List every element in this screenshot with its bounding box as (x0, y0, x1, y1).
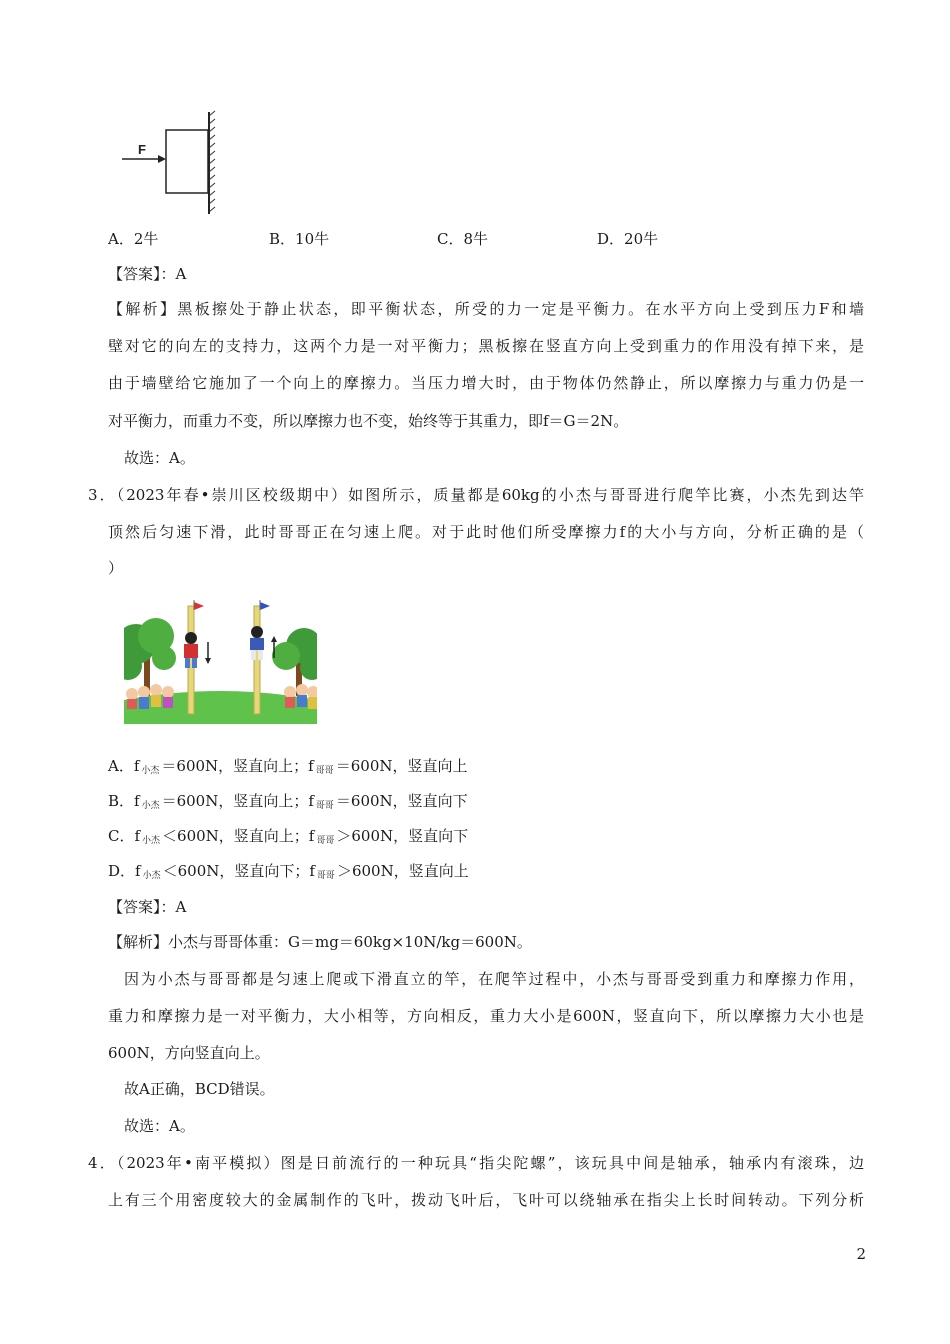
q3-analysis-line-2: 因为小杰与哥哥都是匀速上爬或下滑直立的竿，在爬竿过程中，小杰与哥哥受到重力和摩擦力作用， (124, 970, 864, 988)
q2-option-c: C．8牛 (437, 230, 489, 248)
q3-stem-line-3: ） (108, 559, 124, 577)
q2-answer: 【答案】：A (108, 265, 187, 283)
q2-choice: 故选：A。 (124, 449, 195, 467)
block-wall-figure (118, 108, 228, 218)
q3-analysis-line-1: 【解析】小杰与哥哥体重：G＝mg＝60kg×10N/kg＝600N。 (108, 933, 532, 951)
q3-analysis-line-6: 故选：A。 (124, 1117, 195, 1135)
q3-analysis-line-5: 故A正确，BCD错误。 (124, 1080, 275, 1098)
q4-stem-line-1: 4．（2023年•南平模拟）图是日前流行的一种玩具“指尖陀螺”，该玩具中间是轴承，轴承内有滚珠，边 (88, 1154, 864, 1172)
q2-analysis-line-2: 壁对它的向左的支持力，这两个力是一对平衡力；黑板擦在竖直方向上受到重力的作用没有掉下来，是 (108, 337, 864, 355)
q3-option-a: A．f $_{小杰}$ ＝600N，竖直向上；f $_{哥哥}$ ＝600N，竖直向上 (108, 757, 468, 776)
q3-option-d: D．f $_{小杰}$ ＜600N，竖直向下；f $_{哥哥}$ ＞600N，竖直向上 (108, 862, 469, 881)
q2-options (108, 228, 808, 250)
q2-option-b: B．10牛 (269, 230, 330, 248)
pole-climbing-figure (124, 596, 317, 724)
q2-option-d: D．20牛 (597, 230, 659, 248)
q3-option-c: C．f $_{小杰}$ ＜600N，竖直向上；f $_{哥哥}$ ＞600N，竖直向下 (108, 827, 469, 846)
q2-analysis-line-3: 由于墙壁给它施加了一个向上的摩擦力。当压力增大时，由于物体仍然静止，所以摩擦力与重力仍是一 (108, 374, 864, 392)
q3-analysis-line-3: 重力和摩擦力是一对平衡力，大小相等，方向相反，重力大小是600N，竖直向下，所以摩擦力大小也是 (108, 1007, 864, 1025)
q3-option-b: B．f $_{小杰}$ ＝600N，竖直向上；f $_{哥哥}$ ＝600N，竖直向下 (108, 792, 468, 811)
q3-stem-line-2: 顶然后匀速下滑，此时哥哥正在匀速上爬。对于此时他们所受摩擦力f的大小与方向，分析正确的是（ (108, 523, 864, 541)
page-number: 2 (856, 1245, 866, 1263)
q3-answer: 【答案】：A (108, 898, 187, 916)
q4-stem-line-2: 上有三个用密度较大的金属制作的飞叶，拨动飞叶后，飞叶可以绕轴承在指尖上长时间转动。下列分析 (108, 1191, 864, 1209)
q2-option-a: A．2牛 (108, 230, 159, 248)
q3-analysis-line-4: 600N，方向竖直向上。 (108, 1044, 270, 1062)
q2-analysis-line-4: 对平衡力，而重力不变，所以摩擦力也不变，始终等于其重力，即f＝G＝2N。 (108, 412, 629, 430)
q2-analysis-line-1: 【解析】黑板擦处于静止状态，即平衡状态，所受的力一定是平衡力。在水平方向上受到压力F和墙 (108, 300, 864, 318)
force-label: F (138, 142, 146, 157)
q3-stem-line-1: 3．（2023年春•崇川区校级期中）如图所示，质量都是60kg的小杰与哥哥进行爬竿比赛，小杰先到达竿 (88, 486, 864, 504)
